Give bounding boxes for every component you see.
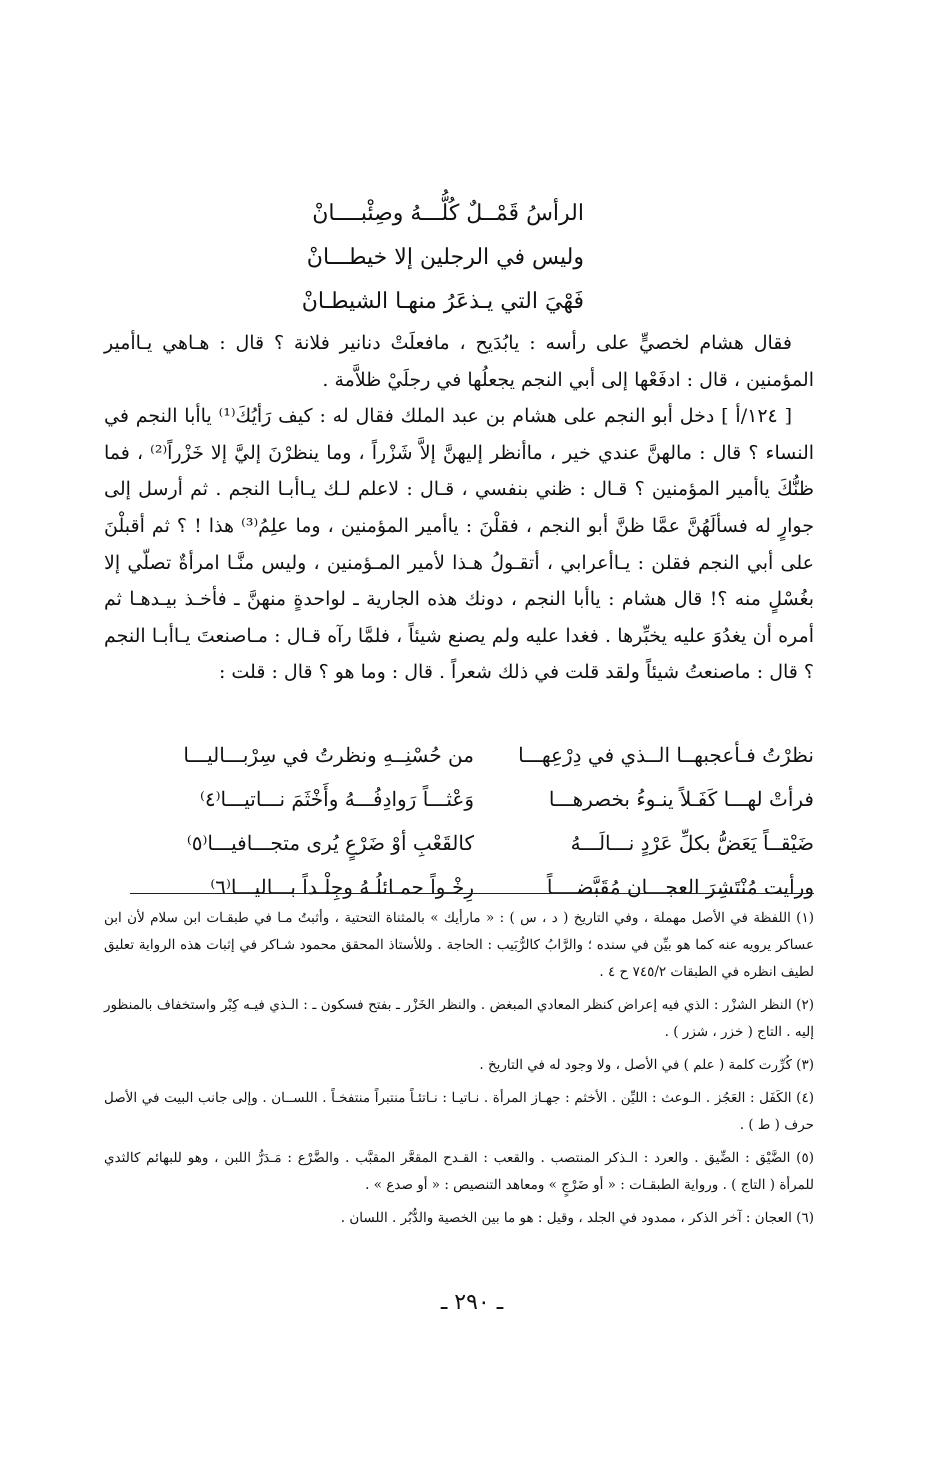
poem-verse — [154, 733, 814, 777]
poem — [154, 733, 814, 909]
verse-second-hemistich: رِخْـواً حمـائلُـهُ وجِلْـداً بـــاليـــا⁽٦⁾ — [210, 875, 474, 899]
footnote: (٢) النظر الشزْر : الذي فيه إعراض كنظر المعادي المبغض . والنظر الخَزْر ـ بفتح فسكون ـ : الـذي فيـه كِبْر واستخفاف بالمنظور إليه . التاج ( خزر ، شزر ) . — [104, 997, 814, 1040]
verse-first-hemistich: نظرْتُ فـأعجبهــا الــذي في دِرْعِهـــا — [518, 743, 814, 767]
main-text — [104, 325, 814, 691]
paragraph: فقال هشام لخصيٍّ على رأسه : يابُدَيح ، مافعلَتْ دنانير فلانة ؟ قال : هـاهي يـاأمير المؤمنين ، قال : ادفَعْها إلى أبي النجم يجعلُها في رجلَيْ ظلاَّمة . — [104, 332, 814, 391]
verse-first-hemistich: فرأتْ لهـــا كَفَـلاً ينـوءُ بخصرهـــا — [548, 787, 814, 811]
opening-verses — [284, 192, 584, 324]
poem-verse — [154, 821, 814, 865]
poem-verse — [154, 777, 814, 821]
footnotes — [104, 905, 814, 1238]
verse-second-hemistich: كالقَعْبِ أوْ ضَرْعٍ يُرى متجـــافيـــا⁽٥⁾ — [186, 831, 474, 855]
poem-verse — [154, 865, 814, 909]
verse-second-hemistich: وَعْثـــاً رَوادِفُـــهُ وأَخْثَمَ نـــاتيـــا⁽٤⁾ — [199, 787, 474, 811]
footnote: (١) اللفظة في الأصل مهملة ، وفي التاريخ ( د ، س ) : « مارأيك » بالمثناة التحتية ، وأثبتُ مـا في طبقـات ابن سلام لأن ابن عساكر يرويه عنه كما هو بيِّن في سنده ؛ والرَّابُ كالرُّبَيب : الحاجة . وللأستاذ المحقق محمود شـاكر في إثبات هذه الرواية تعليق لطيف انظره في الطبقات ٧٤٥/٢ ح ٤ . — [104, 910, 814, 980]
footnote: (٥) الضَّيْق : الضِّيق . والعرد : الـذكر المنتصب . والقعب : القـدح المقعَّر المقبَّب . والضَّرْع : مَـدَرُّ اللبن ، وهو للبهائم كالثدي للمرأة ( التاج ) . ورواية الطبقـات : « أو ضَرْجٍ » ومعاهد التنصيص : « أو صدع » . — [104, 1150, 814, 1193]
verse-line: الرأسُ قَمْــلٌ كُلُّـــهُ وصِئْبــــانْ — [312, 201, 584, 226]
verse-line: فَهْيَ التي يـذعَرُ منهـا الشيطـانْ — [301, 289, 584, 314]
verse-line: وليس في الرجلين إلا خيطـــانْ — [306, 245, 584, 270]
footnote-divider — [130, 893, 814, 894]
footnote: (٣) كُرِّرت كلمة ( علم ) في الأصل ، ولا وجود له في التاريخ . — [479, 1057, 814, 1073]
footnote: (٤) الكَفَل : العَجُز . الـوعث : الليِّن . الأخثم : جهـاز المرأة . نـاتيـا : نـاتئـاً منتبراً منتفخـاً . اللســان . وإلى جانب البيت في الأصل حرف ( ط ) . — [104, 1090, 814, 1133]
paragraph: [ ١٢٤/أ ] دخل أبو النجم على هشام بن عبد الملك فقال له : كيف رَأيُكَ⁽¹⁾ ياأبا النجم في النساء ؟ قال : مالهنَّ عندي خير ، ماأنظر إليهنَّ إلاَّ شَزْراً ، وما ينظرْنَ إليَّ إلا خَزْراً⁽²⁾ ، فما ظنُّكَ ياأمير المؤمنين ؟ قـال : ظني بنفسي ، قـال : لاعلم لـك يـاأبـا النجم . ثم أرسل إلى جوارٍ له فسألَهُنَّ عمَّا ظنَّ أبو النجم ، فقلْنَ : ياأمير المؤمنين ، وما علِمُ⁽³⁾ هذا ! ؟ ثم أقبلْنَ على أبي النجم فقلن : يـاأعرابي ، أتقـولُ هـذا لأمير المـؤمنين ، وليس منَّـا امرأةٌ تصلّي إلا بغُسْلٍ منه ؟! قال هشام : ياأبا النجم ، دونك هذه الجارية ـ لواحدةٍ منهنَّ ـ فأخـذ بيـدهـا ثم أمره أن يغدُوَ عليه يخبِّرها . فغدا عليه ولم يصنع شيئاً ، فلمَّا رآه قـال : مـاصنعتَ يـاأبـا النجم ؟ قال : ماصنعتُ شيئاً ولقد قلت في ذلك شعراً . قال : وما هو ؟ قال : قلت : — [104, 405, 815, 684]
verse-second-hemistich: من حُسْنِــهِ ونظرتُ في سِرْبـــاليـــا — [183, 743, 474, 767]
page-number: ـ ٢٩٠ ـ — [440, 1290, 504, 1315]
footnote: (٦) العجان : آخر الذكر ، ممدود في الجلد ، وقيل : هو ما بين الخصية والدُّبُر . اللسان . — [340, 1210, 814, 1226]
verse-first-hemistich: ورأيت مُنْتَشِرَ العجـــان مُقَبَّضــــاً — [546, 875, 814, 899]
verse-first-hemistich: ضَيْقــاً يَعَضُّ بكلِّ عَرْدٍ نـــالَـــهُ — [570, 831, 814, 855]
